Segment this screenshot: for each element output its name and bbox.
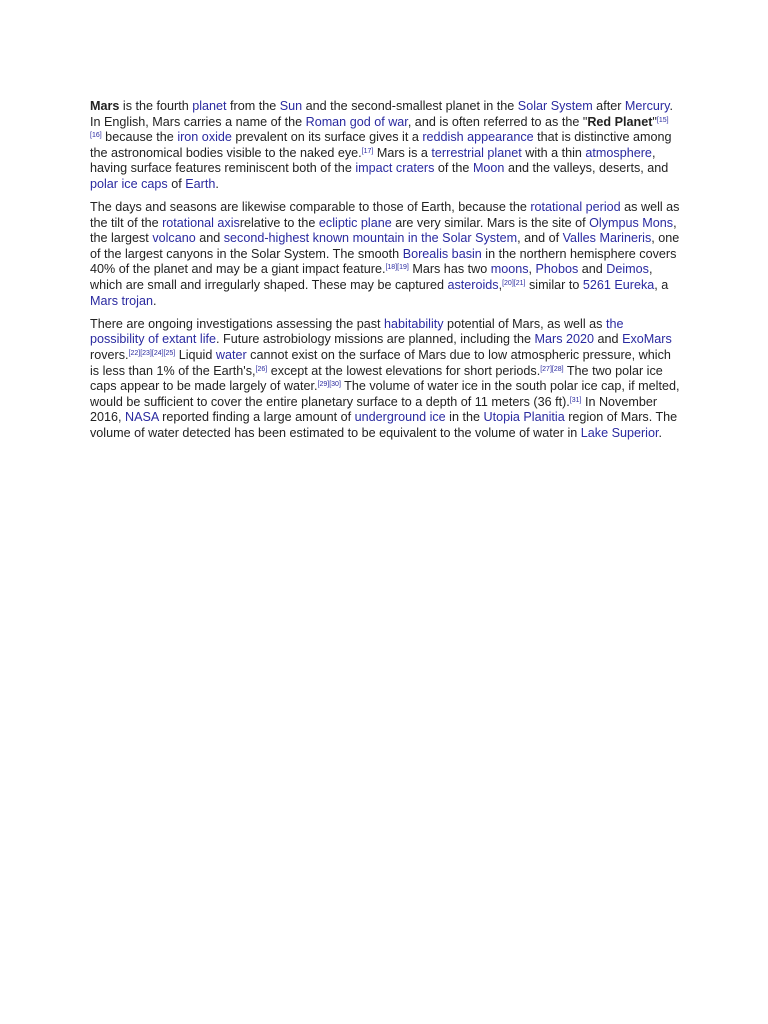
citation-ref-18[interactable]: [18] xyxy=(385,264,398,272)
link-ecliptic-plane[interactable]: ecliptic plane xyxy=(318,215,392,230)
text-run: The volume of water ice in the south polar ice cap, if melted, would be sufficient to cover the entire planetary surface to a depth of 11 meters (36 ft). xyxy=(90,379,680,409)
citation-ref-19[interactable]: [19] xyxy=(397,264,409,272)
text-run: and xyxy=(594,332,623,347)
citation-ref-16[interactable]: [16] xyxy=(90,132,102,140)
link-deimos[interactable]: Deimos xyxy=(606,262,649,277)
text-run: because the xyxy=(101,130,178,145)
link-asteroids[interactable]: asteroids xyxy=(447,278,499,293)
citation-ref-17[interactable]: [17] xyxy=(361,147,374,155)
text-run: There are ongoing investigations assessing the past xyxy=(90,316,385,331)
text-run: are very similar. Mars is the site of xyxy=(391,215,590,230)
citation-ref-29[interactable]: [29] xyxy=(317,381,330,389)
link-mercury[interactable]: Mercury xyxy=(624,99,670,113)
text-run: with a thin xyxy=(521,145,586,160)
link-atmosphere[interactable]: atmosphere xyxy=(585,145,652,160)
text-run: The days and seasons are likewise comparable to those of Earth, because the xyxy=(90,200,531,215)
link-lake-superior[interactable]: Lake Superior xyxy=(580,425,659,440)
citation-ref-25[interactable]: [25] xyxy=(163,349,176,357)
link-borealis-basin[interactable]: Borealis basin xyxy=(402,246,482,261)
text-run: of xyxy=(167,176,186,191)
text-run: cannot exist on the surface of Mars due to low atmospheric pressure, which is less than 1% of the Earth's, xyxy=(90,347,671,378)
link-planet[interactable]: planet xyxy=(192,99,227,113)
link-reddish-appearance[interactable]: reddish appearance xyxy=(422,130,534,145)
text-run: , one of the largest canyons in the Solar System. The smooth xyxy=(90,231,680,261)
paragraph-habitability xyxy=(90,317,680,442)
link-earth[interactable]: Earth xyxy=(185,176,216,191)
text-run: , xyxy=(528,262,536,277)
link-solar-system[interactable]: Solar System xyxy=(517,99,593,113)
paragraph-intro xyxy=(90,99,680,193)
link-roman-god-of-war[interactable]: Roman god of war xyxy=(305,114,408,129)
link-nasa[interactable]: NASA xyxy=(125,410,159,425)
text-run: . xyxy=(215,176,219,191)
text-run: except at the lowest elevations for short periods. xyxy=(267,363,541,378)
link-sun[interactable]: Sun xyxy=(279,99,303,113)
link-mars-trojan[interactable]: Mars trojan xyxy=(90,293,153,308)
paragraph-geography xyxy=(90,200,680,309)
text-run: in the xyxy=(445,410,484,425)
link-habitability[interactable]: habitability xyxy=(384,316,444,331)
text-run: Liquid xyxy=(175,347,216,362)
link-iron-oxide[interactable]: iron oxide xyxy=(177,130,232,145)
text-run: . xyxy=(153,293,157,308)
text-run: as well as the tilt of the xyxy=(90,200,680,230)
link-volcano[interactable]: volcano xyxy=(152,231,196,246)
citation-ref-26[interactable]: [26] xyxy=(255,365,268,373)
text-run: and the second-smallest planet in the xyxy=(302,99,518,113)
text-run: from the xyxy=(226,99,280,113)
text-run: Mars is a xyxy=(373,145,432,160)
link-exomars[interactable]: ExoMars xyxy=(622,332,672,347)
text-run: " xyxy=(652,114,657,129)
citation-ref-23[interactable]: [23] xyxy=(140,349,152,357)
text-run: in the northern hemisphere covers 40% of the planet and may be a giant impact feature. xyxy=(90,246,677,277)
link-mars-2020[interactable]: Mars 2020 xyxy=(534,332,595,347)
citation-ref-30[interactable]: [30] xyxy=(329,381,341,389)
text-run: , and is often referred to as the " xyxy=(407,114,588,129)
text-run: and xyxy=(195,231,224,246)
citation-ref-21[interactable]: [21] xyxy=(513,280,526,288)
link-utopia-planitia[interactable]: Utopia Planitia xyxy=(483,410,565,425)
link-valles-marineris[interactable]: Valles Marineris xyxy=(562,231,652,246)
bold-term-red-planet: Red Planet xyxy=(587,114,653,129)
link-olympus-mons[interactable]: Olympus Mons xyxy=(589,215,674,230)
link-impact-craters[interactable]: impact craters xyxy=(355,161,435,176)
citation-ref-22[interactable]: [22] xyxy=(128,349,141,357)
link-moons[interactable]: moons xyxy=(490,262,529,277)
text-run: and the valleys, deserts, and xyxy=(504,161,669,176)
text-run: , the largest xyxy=(90,215,677,246)
link-underground-ice[interactable]: underground ice xyxy=(354,410,446,425)
link-polar-ice-caps[interactable]: polar ice caps xyxy=(90,176,168,191)
citation-ref-27[interactable]: [27] xyxy=(540,365,552,373)
link-the-possibility-of-extant-life[interactable]: the possibility of extant life xyxy=(90,316,624,347)
text-run: that is distinctive among the astronomical bodies visible to the naked eye. xyxy=(90,130,672,160)
link-second-highest-known-mountain-in-the-solar-system[interactable]: second-highest known mountain in the Solar System xyxy=(223,231,518,246)
link-5261-eureka[interactable]: 5261 Eureka xyxy=(582,278,655,293)
text-run: , xyxy=(498,278,503,293)
text-run: relative to the xyxy=(239,215,319,230)
text-run: rovers. xyxy=(90,347,129,362)
text-run: . In English, Mars carries a name of the xyxy=(90,99,673,129)
citation-ref-24[interactable]: [24] xyxy=(151,349,164,357)
text-run: , and of xyxy=(517,231,563,246)
text-run: of the xyxy=(434,161,473,176)
text-run: after xyxy=(592,99,625,113)
citation-ref-28[interactable]: [28] xyxy=(551,365,564,373)
text-run: region of Mars. The volume of water detected has been estimated to be equivalent to the volume of water in xyxy=(90,410,678,440)
text-run: The two polar ice caps appear to be made largely of water. xyxy=(90,363,663,394)
text-run: , which are small and irregularly shaped. These may be captured xyxy=(90,262,653,293)
text-run: is the fourth xyxy=(119,99,193,113)
link-water[interactable]: water xyxy=(215,347,247,362)
text-run: potential of Mars, as well as xyxy=(443,316,606,331)
text-run: , a xyxy=(654,278,669,293)
citation-ref-20[interactable]: [20] xyxy=(502,280,514,288)
link-rotational-axis[interactable]: rotational axis xyxy=(162,215,240,230)
text-run: prevalent on its surface gives it a xyxy=(231,130,423,145)
text-run: and xyxy=(578,262,607,277)
citation-ref-31[interactable]: [31] xyxy=(569,396,582,404)
article-body xyxy=(90,99,680,449)
text-run: In November 2016, xyxy=(90,394,658,425)
bold-term-mars: Mars xyxy=(90,99,120,113)
text-run: . xyxy=(658,425,662,440)
text-run: , having surface features reminiscent both of the xyxy=(90,145,656,176)
text-run: . Future astrobiology missions are planned, including the xyxy=(216,332,535,347)
link-rotational-period[interactable]: rotational period xyxy=(530,200,621,215)
citation-ref-15[interactable]: [15] xyxy=(656,116,669,124)
link-phobos[interactable]: Phobos xyxy=(535,262,579,277)
link-terrestrial-planet[interactable]: terrestrial planet xyxy=(431,145,522,160)
text-run: Mars has two xyxy=(408,262,491,277)
text-run: similar to xyxy=(525,278,583,293)
link-moon[interactable]: Moon xyxy=(472,161,505,176)
text-run: reported finding a large amount of xyxy=(158,410,355,425)
